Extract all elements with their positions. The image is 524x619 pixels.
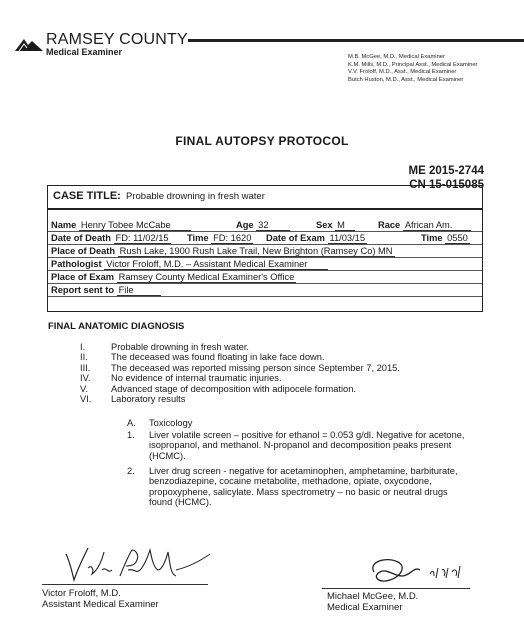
case-title-row [48, 186, 482, 210]
row-divider [48, 296, 482, 297]
race-field [378, 220, 471, 231]
item-text: The deceased was found floating in lake face down. [111, 352, 325, 363]
sex-label: Sex [316, 220, 333, 230]
item-text: No evidence of internal traumatic injuries. [111, 373, 282, 384]
race-label: Race [378, 220, 401, 230]
signature-line-left [42, 584, 208, 585]
date-of-exam-field [266, 233, 367, 244]
item-number: IV. [80, 373, 91, 384]
sub-item-2 [127, 466, 487, 521]
item-text: Probable drowning in fresh water. [111, 342, 249, 352]
staff-item: M.B. McGee, M.D., Medical Examiner [348, 54, 445, 60]
signer-right-name: Michael McGee, M.D. [327, 591, 419, 602]
pathologist-value: Victor Froloff, M.D. – Assistant Medical Examiner [104, 259, 328, 270]
report-sent-value: File [117, 285, 161, 296]
signer-right [327, 591, 418, 613]
sub-item-text: Toxicology [149, 418, 193, 428]
date-of-death-value: FD: 11/02/15 [115, 233, 169, 243]
county-logo-icon [14, 36, 44, 52]
case-title-value: Probable drowning in fresh water [126, 191, 265, 202]
sub-item-a [127, 418, 487, 429]
age-label: Age [236, 220, 254, 230]
row-divider [48, 283, 482, 284]
item-number: VI. [80, 393, 92, 404]
time-of-death-field [187, 233, 253, 244]
staff-item: Butch Huston, M.D., Asst., Medical Examiner [348, 76, 464, 83]
place-of-exam-field [51, 272, 296, 283]
report-sent-field [51, 285, 161, 296]
age-field [236, 220, 290, 231]
place-of-death-value: Rush Lake, 1900 Rush Lake Trail, New Brighton (Ramsey Co) MN [119, 246, 393, 256]
place-of-death-field [51, 246, 395, 257]
time-label: Time [187, 233, 209, 243]
signer-left-title: Assistant Medical Examiner [42, 599, 159, 610]
pathologist-field [51, 259, 328, 270]
diagnosis-heading: FINAL ANATOMIC DIAGNOSIS [48, 321, 185, 332]
place-of-exam-value: Ramsey County Medical Examiner's Office [118, 272, 295, 282]
row-divider [48, 231, 482, 232]
name-field [51, 220, 191, 231]
time-of-exam-field [421, 233, 470, 244]
place-of-death-label: Place of Death [51, 246, 116, 256]
time-label: Time [421, 233, 443, 243]
age-value: 32 [256, 220, 290, 231]
sub-item-text: Liver volatile screen – positive for ethanol = 0.053 g/dl. Negative for acetone, isopropanol, and methanol. N-propanol and decomposition peaks present (HCMC). [149, 430, 465, 461]
document-title: FINAL AUTOPSY PROTOCOL [175, 134, 349, 148]
me-number: ME 2015-2744 [408, 165, 484, 177]
sub-item-number: A. [127, 418, 136, 428]
cn-number: CN 15-015085 [409, 179, 484, 191]
sub-item-number: 1. [127, 430, 135, 440]
staff-item: K.M. Mills, M.D., Principal Asst., Medical Examiner [348, 61, 478, 68]
time-of-exam-value: 0550 [447, 233, 468, 243]
sub-item-text: Liver drug screen - negative for acetaminophen, amphetamine, barbiturate, benzodiazepine, cocaine metabolite, methadone, opiate, oxycodone, propoxyphene, salicylate. Mass spectrometry – no basic or neutral drugs found (HCMC). [149, 466, 458, 508]
item-number: III. [80, 362, 91, 373]
item-number: V. [80, 383, 88, 394]
name-label: Name [51, 220, 77, 230]
date-of-death-label: Date of Death [51, 233, 111, 243]
time-of-death-value: FD: 1620 [213, 233, 252, 243]
signature-line-right [322, 588, 470, 589]
sub-item-number: 2. [127, 466, 135, 476]
signer-left [42, 588, 159, 610]
signer-left-name: Victor Froloff, M.D. [42, 588, 121, 599]
item-text: The deceased was reported missing person since September 7, 2015. [111, 362, 400, 373]
sex-value: M [335, 220, 355, 231]
org-name: RAMSEY COUNTY [46, 31, 188, 48]
signer-right-title: Medical Examiner [327, 602, 403, 613]
date-of-exam-value: 11/03/15 [329, 233, 365, 243]
header-rule [188, 39, 524, 42]
sex-field [316, 220, 355, 231]
item-text: Advanced stage of decomposition with adipocele formation. [111, 383, 356, 394]
sub-item-1 [127, 430, 487, 463]
pathologist-label: Pathologist [51, 259, 102, 269]
place-of-exam-label: Place of Exam [51, 272, 115, 282]
org-subtitle: Medical Examiner [46, 47, 123, 57]
staff-list [348, 54, 478, 84]
froloff-signature [58, 540, 218, 584]
item-text: Laboratory results [111, 393, 186, 404]
staff-item: V.V. Froloff, M.D., Asst., Medical Examiner [348, 69, 457, 76]
mcgee-signature [364, 554, 474, 588]
date-of-exam-label: Date of Exam [266, 233, 325, 243]
item-number: I. [80, 342, 86, 352]
row-divider [48, 244, 482, 245]
case-title-label: CASE TITLE: [53, 190, 121, 202]
name-value: Henry Tobee McCabe [79, 220, 191, 231]
race-value: African Am. [403, 220, 471, 231]
row-divider [48, 257, 482, 258]
report-sent-label: Report sent to [51, 285, 115, 295]
row-divider [48, 270, 482, 271]
item-number: II. [80, 352, 88, 363]
case-info-box [47, 185, 483, 312]
date-of-death-field [51, 233, 171, 244]
